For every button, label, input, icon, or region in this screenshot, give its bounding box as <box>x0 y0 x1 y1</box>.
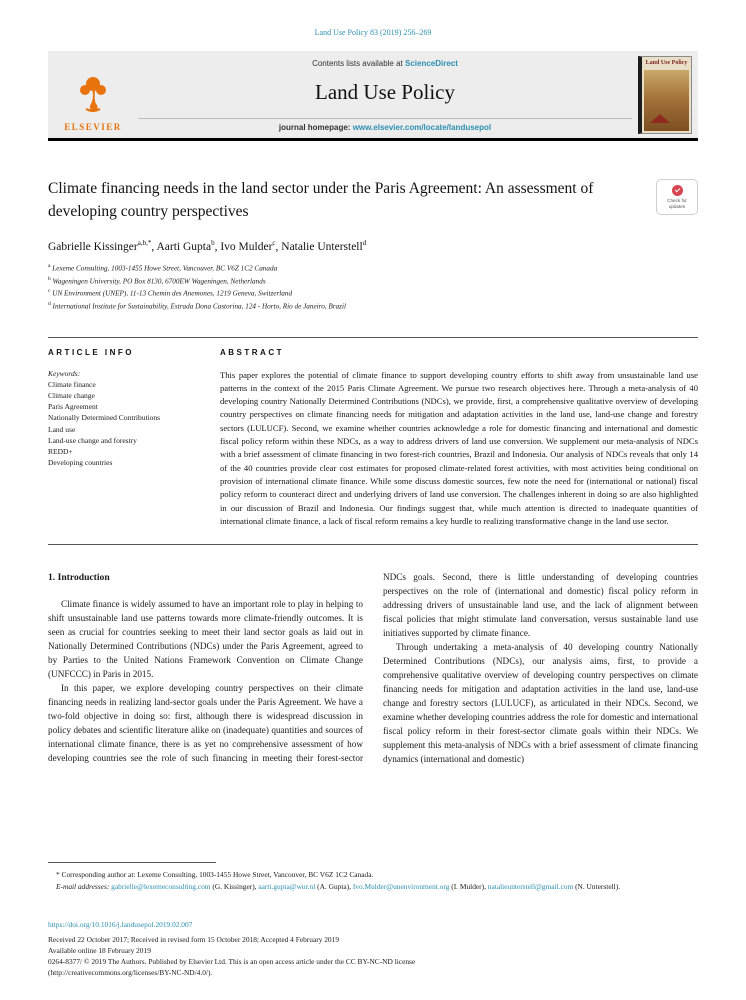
cover-roof-shape <box>650 114 670 123</box>
elsevier-logo[interactable] <box>54 56 132 134</box>
intro-paragraph: Climate finance is widely assumed to have an important role to play in helping to shift unsustainable land use patterns towards more climate-friendly outcomes. It is seen as crucial for countries seeking to meet their land sector goals as laid out in Nationally Determined Contributions (NDCs) under the Paris Agreement, agreed to by Parties to the United Nations Framework Convention on Climate Change (UNFCCC) in Paris in 2015. <box>48 598 363 679</box>
abstract-text: This paper explores the potential of climate finance to support developing country efforts to shift away from unsustainable land use patterns in the context of the 2015 Paris Climate Agreement. We pursue two research objectives here. Through a meta-analysis of 40 developing country Nationally Determined Contributions (NDCs), we provide, first, a comprehensive qualitative overview of developing country perspectives on climate financing needs for mitigation and adaptation activities in the land use, land-use change and forestry sectors (LULUCF). Second, we examine whether countries acknowledge a role for domestic financing and international and domestic fiscal policy reform within these NDCs, as a way to address drivers of land use conversion. We supplement our meta-analysis of NDCs with a brief assessment of climate financing in two forest-rich countries, Brazil and Indonesia. Our analysis of NDCs reveals that only 14 of the 40 countries provide clear cost estimates for proposed climate-related forest activities, with most activities being conditional on provision of international climate finance. While some discuss domestic sources, few note the need for (international or national) fiscal policy reform to counteract direct and underlying drivers of land use conversion. The challenges inherent in doing so are also highlighted in our discussion of Brazil and Indonesia. Our findings suggest that, while much attention is directed to inadequate quantities of international climate finance, a lack of fiscal reform remains a key hurdle to realizing transformative change in the land use sector. <box>220 369 698 526</box>
email-link[interactable]: natalieunterstell@gmail.com <box>487 881 574 891</box>
keyword: Climate finance <box>48 379 96 389</box>
received-dates-line: Received 22 October 2017; Received in revised form 15 October 2018; Accepted 4 February 2019 <box>48 934 340 944</box>
abstract-heading: ABSTRACT <box>220 347 284 357</box>
affiliation-text: International Institute for Sustainability, Estrada Dona Castorina, 124 - Horto, Rio de Janeiro, Brazil <box>50 302 346 311</box>
affiliation <box>48 300 698 313</box>
journal-header <box>48 51 698 138</box>
keywords-label: Keywords: <box>48 368 81 378</box>
footnote-divider <box>48 862 216 863</box>
author-affil-sup: b <box>211 239 215 248</box>
keyword: Nationally Determined Contributions <box>48 413 161 423</box>
keyword: Paris Agreement <box>48 402 98 412</box>
affiliation <box>48 262 698 275</box>
contents-line <box>138 59 632 68</box>
author <box>156 241 220 253</box>
article-info-heading: ARTICLE INFO <box>48 347 134 357</box>
elsevier-tree-icon <box>74 75 112 120</box>
keyword: Land use <box>48 424 76 434</box>
introduction-heading: 1. Introduction <box>48 572 110 584</box>
affiliation <box>48 287 698 300</box>
intro-paragraph: Through undertaking a meta-analysis of 40 developing country Nationally Determined Contributions (NDCs), our analysis aims, first, to provide a comprehensive qualitative overview of developing country perspectives on climate financing needs for mitigation and adaptation activities in the land use, land-use change and forestry sectors (LULUCF), as articulated in their NDCs. Second, we examine whether developing countries address the role for domestic and international fiscal policy reform in their forest-sector climate goals within their NDCs. We supplement this meta-analysis of NDCs with a brief assessment of climate financing dynamics (international and domestic) <box>383 642 698 765</box>
email-addresses-line <box>48 881 698 892</box>
author <box>48 241 156 253</box>
affiliation-sup: c <box>48 288 51 295</box>
corresponding-author-note: * Corresponding author at: Lexeme Consulting, 1003-1455 Howe Street, Vancouver, BC V6Z 1C2 Canada. <box>56 870 374 880</box>
available-online-line: Available online 18 February 2019 <box>48 945 151 955</box>
email-link[interactable]: Ivo.Mulder@unenvironment.org <box>352 881 450 891</box>
author <box>281 241 366 253</box>
author-affil-sup: a,b,* <box>137 239 152 248</box>
affiliations-list <box>48 262 698 312</box>
check-for-updates-badge[interactable] <box>656 179 698 215</box>
affiliation-text: Wageningen University, PO Box 8130, 6700EW Wageningen, Netherlands <box>50 277 266 286</box>
footnote-block <box>48 862 698 892</box>
contents-prefix: Contents lists available at <box>312 59 405 68</box>
keyword: Land-use change and forestry <box>48 435 137 445</box>
affiliation-sup: b <box>48 275 51 282</box>
author-name: Aarti Gupta <box>156 241 212 254</box>
email-item <box>488 882 620 891</box>
journal-header-center <box>132 56 638 134</box>
elsevier-wordmark: ELSEVIER <box>64 122 122 132</box>
homepage-url-link[interactable]: www.elsevier.com/locate/landusepol <box>352 123 492 132</box>
sciencedirect-link[interactable]: ScienceDirect <box>405 59 458 68</box>
license-line-1: 0264-8377/ © 2019 The Authors. Published by Elsevier Ltd. This is an open access article under the CC BY-NC-ND license <box>48 956 416 966</box>
article-title: Climate financing needs in the land sector under the Paris Agreement: An assessment of developing country perspectives <box>48 180 594 221</box>
homepage-line <box>138 118 632 132</box>
journal-citation-link[interactable]: Land Use Policy 83 (2019) 256–269 <box>314 28 432 37</box>
email-link[interactable]: aarti.gupta@wur.nl <box>258 881 316 891</box>
affiliation-sup: a <box>48 263 51 270</box>
abstract-column <box>220 348 698 529</box>
author-name: Gabrielle Kissinger <box>48 241 138 254</box>
email-item <box>353 882 486 891</box>
author <box>220 241 281 253</box>
email-link[interactable]: gabrielle@lexemeconsulting.com <box>111 881 211 891</box>
check-for-updates-label: Check for updates <box>667 198 687 209</box>
article-info-abstract-section <box>48 337 698 546</box>
email-item <box>258 882 352 891</box>
email-owner: (I. Mulder), <box>449 881 486 891</box>
affiliation-text: UN Environment (UNEP), 11-13 Chemin des Anemones, 1219 Geneva, Switzerland <box>50 289 293 298</box>
license-line-2: (http://creativecommons.org/licenses/BY-NC-ND/4.0/). <box>48 967 213 977</box>
journal-cover-thumbnail[interactable] <box>638 56 692 134</box>
article-info-column <box>48 348 220 529</box>
author-name: Ivo Mulder <box>220 241 273 254</box>
article-footer <box>48 919 698 978</box>
keyword: Climate change <box>48 390 95 400</box>
affiliation <box>48 275 698 288</box>
journal-cover-title: Land Use Policy <box>645 60 688 66</box>
header-divider <box>48 138 698 141</box>
introduction-section <box>48 571 698 767</box>
author-affil-sup: c <box>272 239 276 248</box>
author-line <box>48 240 698 254</box>
journal-title: Land Use Policy <box>315 79 455 104</box>
affiliation-sup: d <box>48 300 51 307</box>
journal-cover-image <box>644 70 689 131</box>
intro-paragraph: In this paper, we explore developing country perspectives on their climate financing needs in realizing land-sector goals under the Paris Agreement. We have a two-fold objective in doing so: first, although there is widespread discussion in policy debates and scientific literature alike on (inadequate) quantities and sources of international climate finance, there is as yet no comprehensive assessment of how developing countries see the role of such financing in meeting their forest-sector NDCs goals. Second, there is little understanding of developing countries perspectives on the role of (international and domestic) fiscal policy reform in addressing drivers of unsustainable land use, and the lack of alignment between fiscal policies that might stimulate land conversation, versus sustainable land use initiatives supported by climate finance. <box>48 572 698 763</box>
keyword: Developing countries <box>48 458 113 468</box>
email-label: E-mail addresses: <box>56 881 110 891</box>
email-owner: (N. Unterstell). <box>573 881 621 891</box>
homepage-label: journal homepage: <box>278 123 353 132</box>
email-item <box>111 882 258 891</box>
doi-link[interactable]: https://doi.org/10.1016/j.landusepol.2019.02.007 <box>48 920 193 930</box>
email-owner: (G. Kissinger), <box>210 881 259 891</box>
keyword: REDD+ <box>48 447 73 457</box>
author-affil-sup: d <box>362 239 367 248</box>
author-name: Natalie Unterstell <box>281 241 363 254</box>
email-owner: (A. Gupta), <box>315 881 353 891</box>
affiliation-text: Lexeme Consulting, 1003-1455 Howe Street, Vancouver, BC V6Z 1C2 Canada <box>50 264 278 273</box>
crossmark-icon <box>672 185 683 196</box>
